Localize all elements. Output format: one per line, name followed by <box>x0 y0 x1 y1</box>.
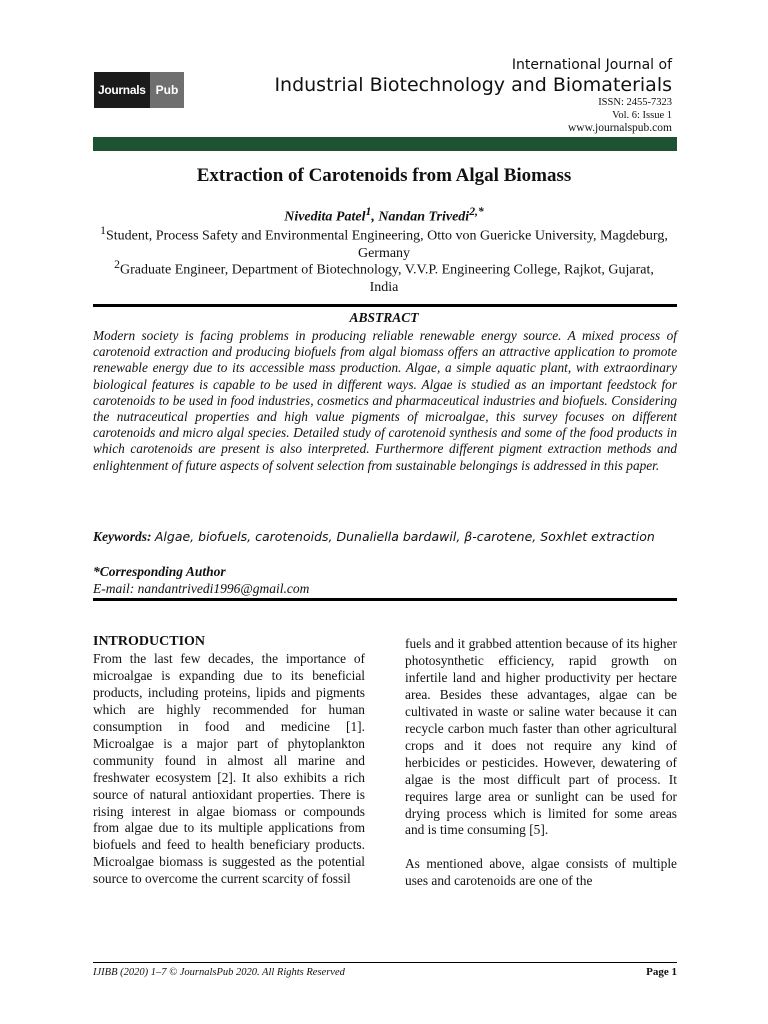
abstract-top-rule <box>93 304 677 307</box>
footer-citation: IJIBB (2020) 1–7 © JournalsPub 2020. All Rights Reserved <box>93 967 345 978</box>
affil-2-text: Graduate Engineer, Department of Biotechnology, V.V.P. Engineering College, Rajkot, Gujarat, India <box>119 262 654 295</box>
affiliation-2 <box>100 256 668 296</box>
journalspub-logo <box>94 72 184 108</box>
paper-title: Extraction of Carotenoids from Algal Biomass <box>196 165 572 186</box>
logo-text-pub: Pub <box>150 72 185 108</box>
page-number: Page 1 <box>646 966 677 978</box>
journal-name-line2: Industrial Biotechnology and Biomaterials <box>274 74 672 96</box>
author-2: Nandan Trivedi <box>378 209 470 225</box>
corresponding-label: *Corresponding Author <box>93 564 226 579</box>
issn: ISSN: 2455-7323 <box>598 97 672 108</box>
intro-right-paragraph-2: As mentioned above, algae consists of multiple uses and carotenoids are one of the <box>405 856 677 889</box>
keywords-line <box>93 529 693 545</box>
author-1: Nivedita Patel <box>284 209 366 225</box>
abstract-text: Modern society is facing problems in producing reliable renewable energy source. A mixed process of carotenoid extraction and producing biofuels from algal biomass offers an attractive application to promote renewable energy due to its accessible mass production. Algae, a simple aquatic plant, with extraordinary biological features is capable to be used in different ways. Algae is studied as an important feedstock for carotenoids to be used in food industries, cosmetics and pharmaceutical industries and biofuels. Considering the nutraceutical properties and high value pigments of microalgae, this survey focuses on different carotenoids and micro algal species. Detailed study of carotenoid synthesis and some of the food products in which carotenoids are present is also interpreted. Furthermore different pigment extraction methods and enlightenment of future aspects of solvent selection from sustainable belongings is addressed in this paper. <box>93 328 677 473</box>
author-2-sup: 2,* <box>469 205 484 218</box>
affil-1-text: Student, Process Safety and Environmental Engineering, Otto von Guericke University, Magdeburg, Germany <box>106 228 668 261</box>
left-column <box>93 634 365 888</box>
footer-rule <box>93 962 677 963</box>
header-divider-bar <box>93 137 677 151</box>
abstract-bottom-rule <box>93 598 677 601</box>
corresponding-email[interactable]: E-mail: nandantrivedi1996@gmail.com <box>93 581 310 596</box>
affil-1-sup: 1 <box>100 224 106 237</box>
website-link[interactable]: www.journalspub.com <box>567 122 672 134</box>
author-separator: , <box>371 209 379 225</box>
volume-issue: Vol. 6: Issue 1 <box>612 110 672 121</box>
intro-heading: INTRODUCTION <box>93 634 206 649</box>
keywords-list: Algae, biofuels, carotenoids, Dunaliella bardawil, β-carotene, Soxhlet extraction <box>154 529 655 544</box>
logo-text-journals: Journals <box>94 72 150 108</box>
intro-right-paragraph-1: fuels and it grabbed attention because of its higher photosynthetic efficiency, rapid growth on infertile land and higher productivity per hectare area. Besides these advantages, algae can be cultivated in waste or saline water because it can recycle carbon much faster than other agricultural crops and it does not require any kind of herbicides or pesticides. However, dewatering of algae is the most difficult part of process. It requires large area or sunlight can be used for drying process which is limited for some areas and is time consuming [5]. <box>405 636 677 838</box>
intro-left-paragraph: From the last few decades, the importance of microalgae is expanding due to its beneficial products, including proteins, lipids and pigments which are highly recommended for human consumption in food and medicine [1]. Microalgae is a major part of phytoplankton community found in almost all marine and freshwater ecosystem [2]. It also exhibits a rich source of natural antioxidant properties. There is rising interest in algae biomass or compounds from algae due to its multiple applications from biofuels and feed to health beneficiary products. Microalgae biomass is suggested as the potential source to overcome the current scarcity of fossil <box>93 650 365 887</box>
author-1-sup: 1 <box>365 205 372 218</box>
corresponding-author <box>93 563 309 597</box>
journal-header <box>274 56 672 135</box>
abstract-heading: ABSTRACT <box>349 310 419 325</box>
journal-name-line1: International Journal of <box>511 57 672 73</box>
right-column <box>405 636 677 890</box>
keywords-label: Keywords: <box>93 529 152 544</box>
affil-2-sup: 2 <box>114 258 120 271</box>
